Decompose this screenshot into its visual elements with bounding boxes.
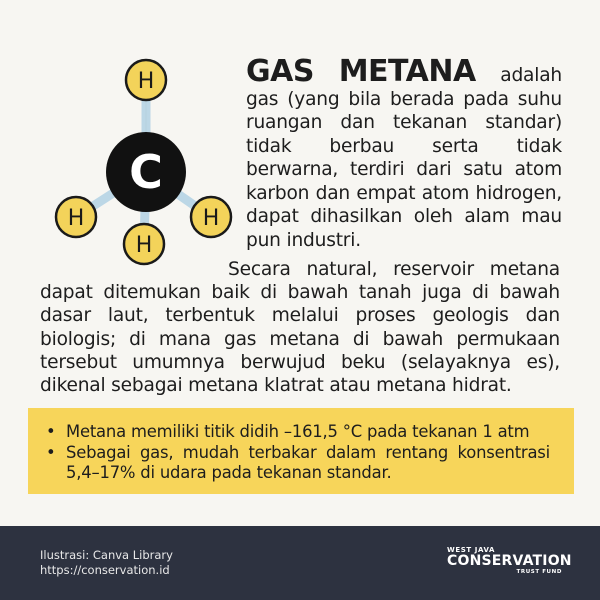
carbon-label: C	[129, 145, 163, 199]
logo-top-text: WEST JAVA	[447, 546, 496, 554]
illustration-credit: Ilustrasi: Canva Library	[40, 548, 173, 562]
organization-logo	[447, 546, 572, 575]
hydrogen-label: H	[135, 233, 153, 258]
hydrogen-label: H	[67, 206, 85, 231]
facts-highlight-box	[28, 408, 574, 494]
hydrogen-atom-right	[191, 197, 231, 237]
fact-text: Metana memiliki titik didih –161,5 °C pada tekanan 1 atm	[66, 422, 530, 441]
hydrogen-label: H	[202, 206, 220, 231]
fact-item	[46, 422, 550, 443]
hydrogen-atom-left	[56, 197, 96, 237]
methane-molecule-svg	[52, 52, 242, 267]
fact-text: Sebagai gas, mudah terbakar dalam rentang konsentrasi 5,4–17% di udara pada tekanan standar.	[66, 442, 550, 482]
bullet-icon: •	[46, 422, 56, 441]
fact-item	[46, 443, 550, 484]
logo-bottom-text: TRUST FUND	[516, 569, 562, 575]
hydrogen-label: H	[137, 69, 155, 94]
description-paragraph: Secara natural, reservoir metana dapat ditemukan baik di bawah tanah juga di bawah dasar laut, terbentuk melalui proses geologis dan biologis; di mana gas metana di bawah permukaan tersebut umumnya berwujud beku (selayaknya es), dikenal sebagai metana klatrat atau metana hidrat.	[40, 259, 560, 397]
methane-molecule-illustration	[52, 52, 242, 267]
intro-text: adalah gas (yang bila berada pada suhu ruangan dan tekanan standar) tidak berbau serta tidak berwarna, terdiri dari satu atom karbon dan empat atom hidrogen, dapat dihasilkan oleh alam mau pun industri.	[246, 65, 562, 251]
logo-main-text: CONSERVATION	[447, 553, 572, 569]
bullet-icon: •	[46, 442, 56, 462]
page-title: GAS METANA	[246, 54, 476, 89]
carbon-atom	[106, 132, 186, 212]
facts-list	[28, 408, 574, 484]
website-link[interactable]: https://conservation.id	[40, 563, 170, 577]
footer-bar	[0, 526, 600, 600]
intro-text-block	[246, 54, 562, 252]
credit-block	[40, 548, 173, 578]
hydrogen-atom-top	[126, 60, 166, 100]
